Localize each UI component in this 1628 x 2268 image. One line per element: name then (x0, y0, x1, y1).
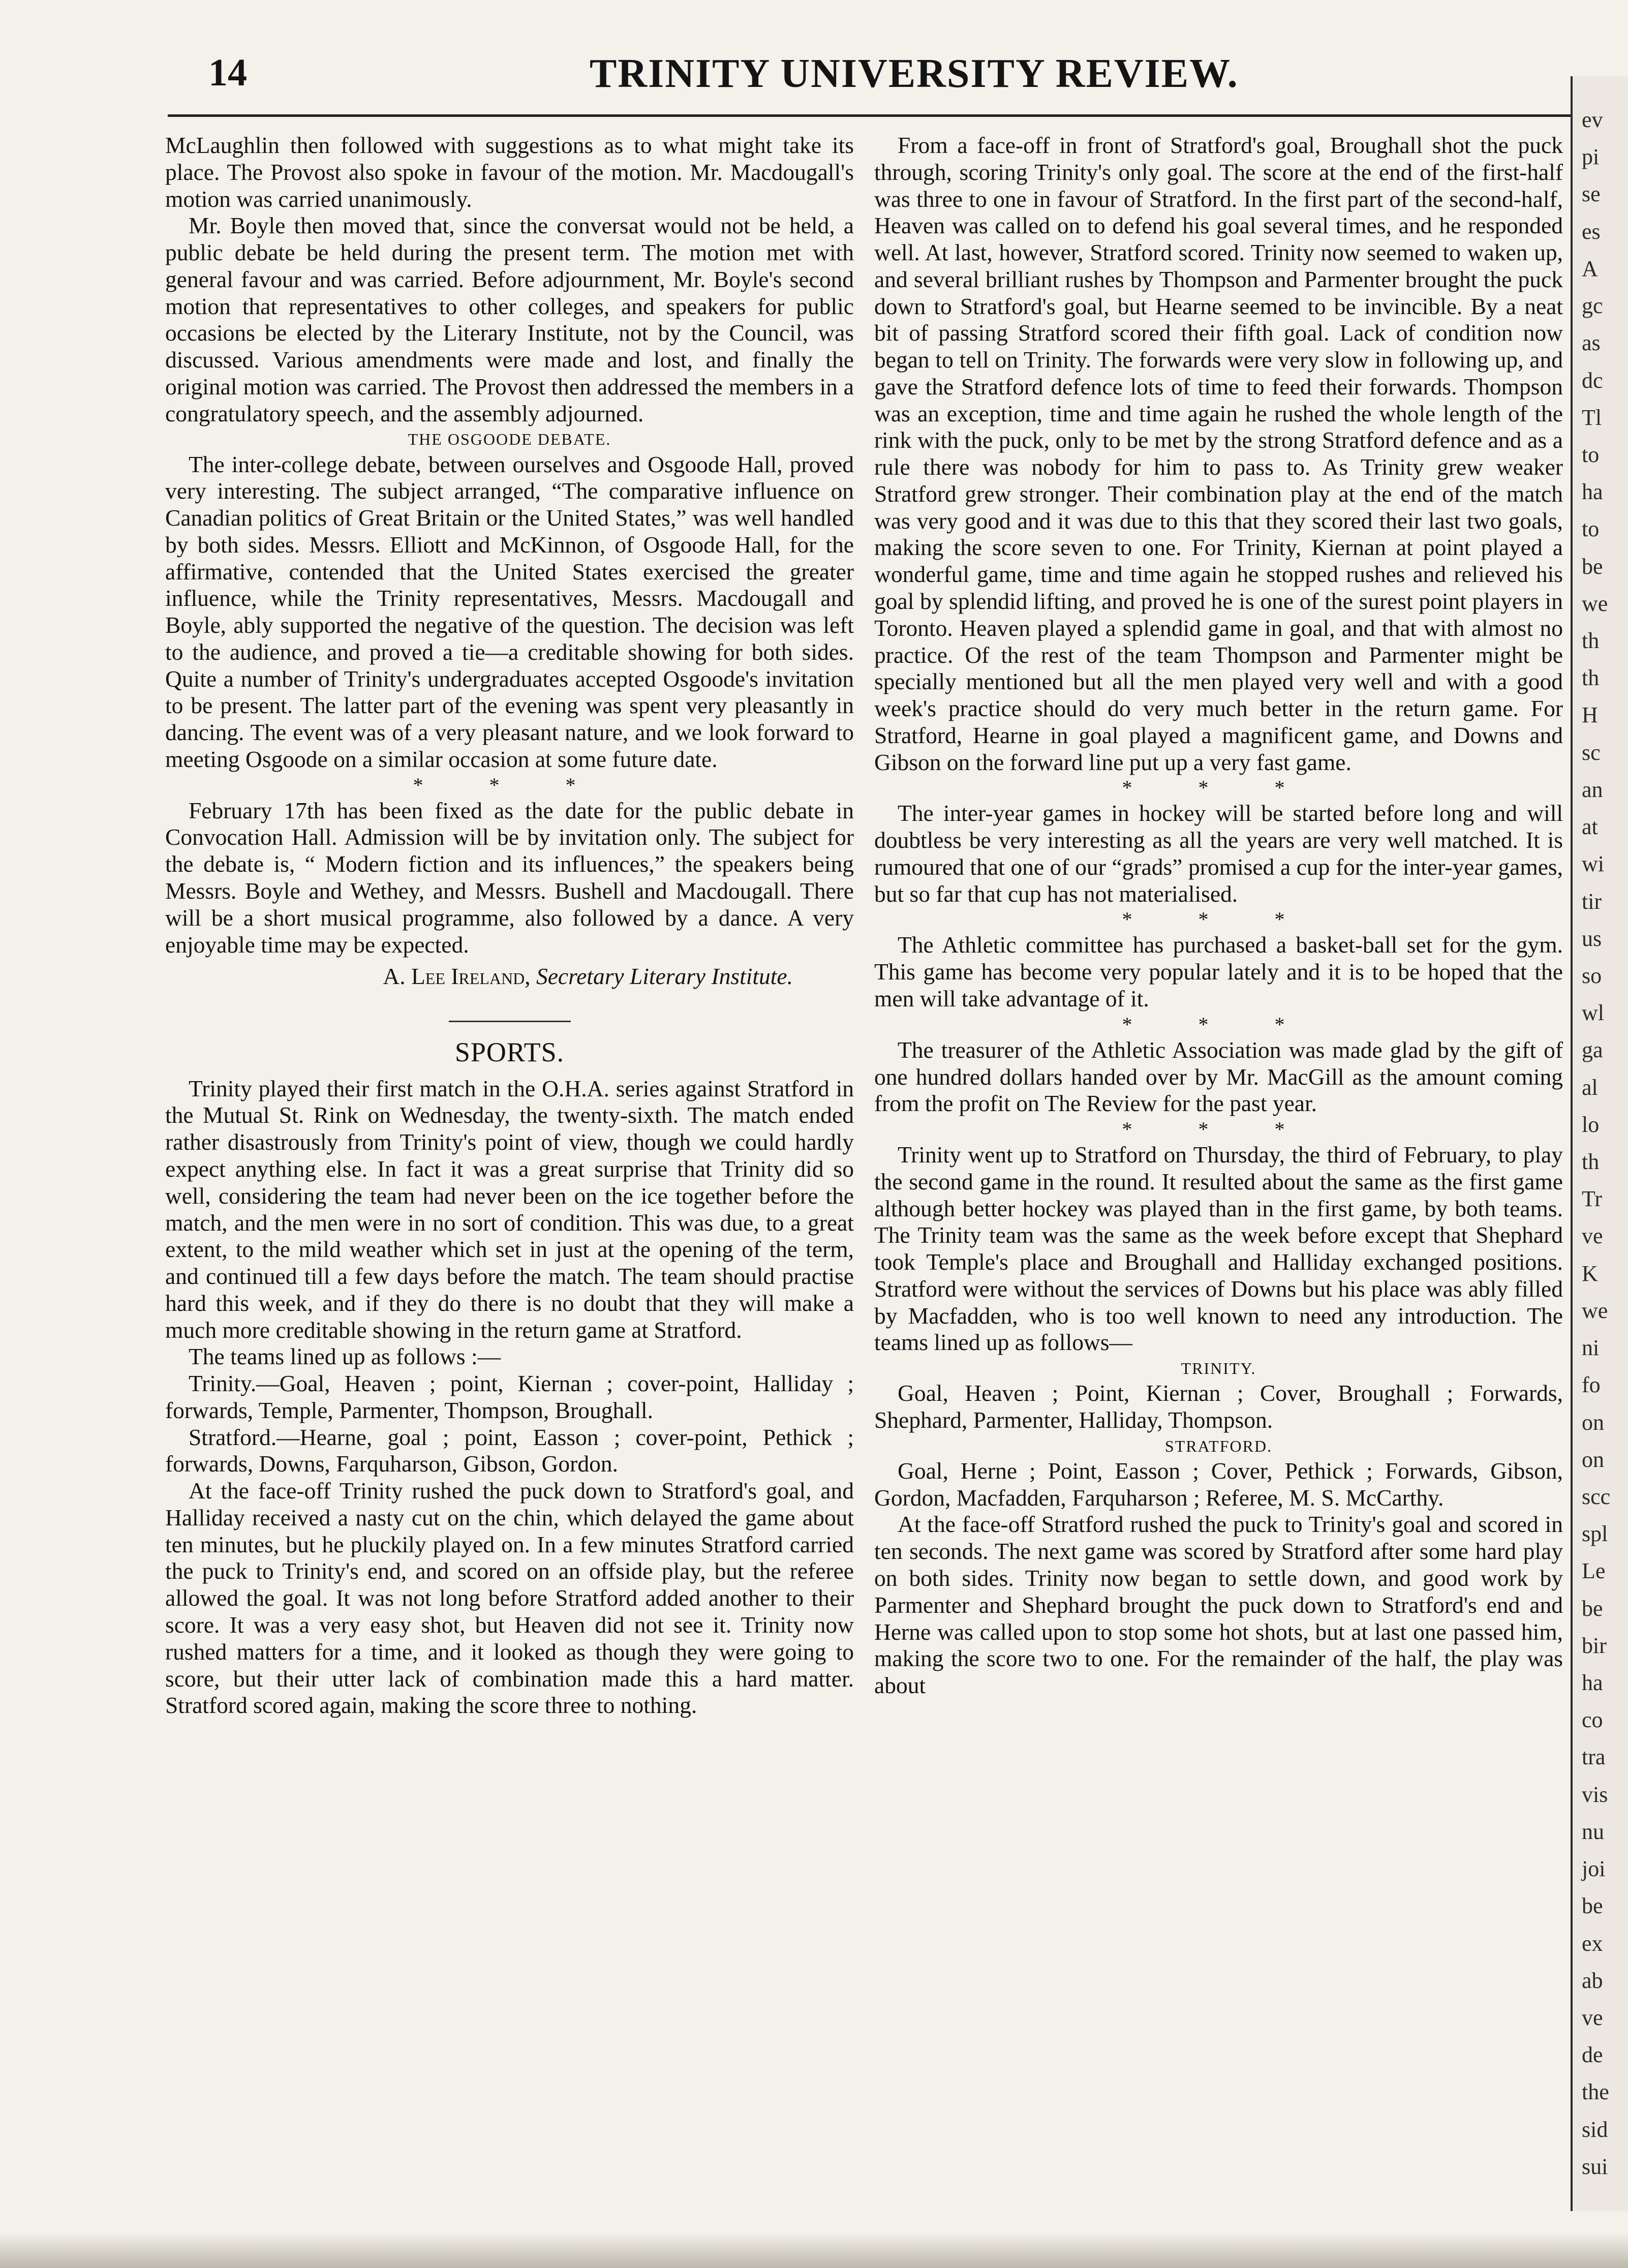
adjacent-page-fragment: tir (1582, 888, 1602, 914)
adjacent-page-fragment: bir (1582, 1633, 1607, 1658)
adjacent-page-fragment: Tr (1582, 1186, 1602, 1212)
adjacent-page-fragment: fo (1582, 1372, 1601, 1398)
paragraph: At the face-off Trinity rushed the puck down to Stratford's goal, and Halliday received a nasty cut on the chin, which delayed the game about ten minutes, but he pluckily played on. In a few minutes Stratford carried the puck to Trinity's end, and scored on an offside play, but the referee allowed the goal. It was not long before Stratford added another to their score. It was a very easy shot, but Heaven did not see it. Trinity now rushed matters for a time, and it looked as though they were going to score, but their utter lack of combination made this a hard matter. Stratford scored again, making the score three to nothing. (165, 1478, 854, 1719)
adjacent-page-fragment: scc (1582, 1484, 1611, 1509)
adjacent-page-fragment: A (1582, 256, 1598, 281)
paragraph: At the face-off Stratford rushed the puck to Trinity's goal and scored in ten seconds. The next game was scored by Stratford after some hard play on both sides. Trinity now began to settle down, and good work by Parmenter and Shephard brought the puck down to Stratford's end and Herne was called upon to stop some hot shots, but at last one passed him, making the score two to one. For the remainder of the half, the play was about (874, 1511, 1563, 1699)
adjacent-page-fragment: pi (1582, 144, 1600, 170)
adjacent-page-fragment: al (1582, 1075, 1598, 1100)
adjacent-page-edge (1571, 76, 1628, 2211)
adjacent-page-fragment: H (1582, 702, 1598, 728)
page-number: 14 (208, 51, 247, 94)
adjacent-page-fragment: se (1582, 181, 1601, 207)
paragraph: Stratford.—Hearne, goal ; point, Easson ; cover-point, Pethick ; forwards, Downs, Farquharson, Gibson, Gordon. (165, 1424, 854, 1477)
signature-name: A. Lee Ireland, (383, 963, 531, 990)
adjacent-page-fragment: ve (1582, 2005, 1603, 2030)
right-column (874, 132, 1563, 1699)
adjacent-page-fragment: be (1582, 1596, 1603, 1621)
adjacent-page-fragment: th (1582, 665, 1600, 691)
bottom-page-edge (0, 2232, 1628, 2268)
adjacent-page-fragment: we (1582, 591, 1608, 616)
adjacent-page-fragment: sui (1582, 2154, 1608, 2179)
adjacent-page-fragment: th (1582, 1149, 1600, 1174)
paragraph: The treasurer of the Athletic Association was made glad by the gift of one hundred dollars handed over by Mr. MacGill as the amount coming from the profit on The Review for the past year. (874, 1036, 1563, 1117)
section-stars: * * * (413, 773, 606, 796)
adjacent-page-fragment: to (1582, 516, 1600, 542)
paragraph: Trinity played their first match in the O.H.A. series against Stratford in the Mutual St. Rink on Wednesday, the twenty-sixth. The match ended rather disastrously from Trinity's point of view, though we could hardly expect anything else. In fact it was a great surprise that Trinity did so well, considering the team had never been on the ice together before the match, and the men were in no sort of condition. This was due, to a great extent, to the mild weather which set in just at the opening of the term, and continued till a few days before the match. The team should practise hard this week, and if they do there is no doubt that they will make a much more creditable showing in the return game at Stratford. (165, 1075, 854, 1343)
adjacent-page-fragment: tra (1582, 1744, 1606, 1770)
adjacent-page-fragment: so (1582, 963, 1602, 988)
adjacent-page-fragment: lo (1582, 1112, 1600, 1137)
adjacent-page-fragment: we (1582, 1298, 1608, 1323)
adjacent-page-fragment: ev (1582, 107, 1603, 132)
adjacent-page-fragment: wi (1582, 851, 1604, 877)
adjacent-page-fragment: ve (1582, 1223, 1603, 1249)
paragraph: Trinity went up to Stratford on Thursday, the third of February, to play the second game in the round. It resulted about the same as the first game although better hockey was played than in the first game, by both teams. The Trinity team was the same as the week before except that Shephard took Temple's place and Broughall and Halliday exchanged positions. Stratford were without the services of Downs but his place was ably filled by Macfadden, who is too well known to need any introduction. The teams lined up as follows— (874, 1142, 1563, 1356)
adjacent-page-fragment: dc (1582, 367, 1603, 393)
adjacent-page-fragment: K (1582, 1261, 1598, 1286)
stratford-lineup-heading: STRATFORD. (1164, 1436, 1273, 1455)
paragraph: McLaughlin then followed with suggestions as to what might take its place. The Provost also spoke in favour of the motion. Mr. Macdougall's motion was carried unanimously. (165, 132, 854, 212)
adjacent-page-fragment: as (1582, 330, 1601, 356)
adjacent-page-fragment: ni (1582, 1335, 1600, 1361)
adjacent-page-fragment: ga (1582, 1037, 1603, 1063)
adjacent-page-fragment: us (1582, 926, 1602, 951)
adjacent-page-fragment: ex (1582, 1930, 1603, 1956)
left-column (165, 132, 854, 1719)
adjacent-page-fragment: at (1582, 814, 1598, 840)
adjacent-page-fragment: th (1582, 628, 1600, 653)
adjacent-page-fragment: de (1582, 2042, 1603, 2068)
section-stars: * * * (1122, 1013, 1315, 1036)
sports-heading: SPORTS. (454, 1037, 565, 1068)
journal-title: TRINITY UNIVERSITY REVIEW. (590, 51, 1239, 96)
adjacent-page-fragment: Tl (1582, 405, 1602, 430)
adjacent-page-fragment: the (1582, 2079, 1609, 2105)
adjacent-page-fragment: ab (1582, 1968, 1603, 1993)
adjacent-page-fragment: ha (1582, 479, 1603, 505)
paragraph: February 17th has been fixed as the date for the public debate in Convocation Hall. Admission will be by invitation only. The subject for the debate is, “ Modern fiction and its influences,” the speakers being Messrs. Boyle and Wethey, and Messrs. Bushell and Macdougall. There will be a short musical programme, also followed by a dance. A very enjoyable time may be expected. (165, 797, 854, 958)
adjacent-page-fragment: nu (1582, 1819, 1604, 1844)
paragraph: The inter-year games in hockey will be started before long and will doubtless be very interesting as all the years are very well matched. It is rumoured that one of our “grads” promised a cup for the inter-year games, but so far that cup has not materialised. (874, 800, 1563, 907)
paragraph: The inter-college debate, between ourselves and Osgoode Hall, proved very interesting. The subject arranged, “The comparative influence on Canadian politics of Great Britain or the United States,” was well handled by both sides. Messrs. Elliott and McKinnon, of Osgoode Hall, for the affirmative, contended that the United States exercised the greater influence, while the Trinity representatives, Messrs. Macdougall and Boyle, ably supported the negative of the question. The decision was left to the audience, and proved a tie—a creditable showing for both sides. Quite a number of Trinity's undergraduates accepted Osgoode's invitation to be present. The latter part of the evening was spent very pleasantly in dancing. The event was of a very pleasant nature, and we look forward to meeting Osgoode on a similar occasion at some future date. (165, 451, 854, 772)
adjacent-page-fragment: an (1582, 777, 1603, 802)
paragraph: Trinity.—Goal, Heaven ; point, Kiernan ; cover-point, Halliday ; forwards, Temple, Parmenter, Thompson, Broughall. (165, 1370, 854, 1423)
paragraph: From a face-off in front of Stratford's goal, Broughall shot the puck through, scoring Trinity's only goal. The score at the end of the first-half was three to one in favour of Stratford. In the first part of the second-half, Heaven was called on to defend his goal several times, and he responded well. At last, however, Stratford scored. Trinity now seemed to waken up, and several brilliant rushes by Thompson and Parmenter brought the puck down to Stratford's goal, but Hearne seemed to be invincible. By a neat bit of passing Stratford scored their fifth goal. Lack of condition now began to tell on Trinity. The forwards were very slow in following up, and gave the Stratford defence lots of time to feed their forwards. Thompson was an exception, time and time again he rushed the whole length of the rink with the puck, only to be met by the strong Stratford defence and as a rule there was nobody for him to pass to. As Trinity grew weaker Stratford grew stronger. Their combination play at the end of the match was very good and it was due to this that they scored their last two goals, making the score seven to one. For Trinity, Kiernan at point played a wonderful game, time and time again he stopped rushes and relieved his goal by splendid lifting, and proved he is one of the surest point players in Toronto. Heaven played a splendid game in goal, and that with almost no practice. Of the rest of the team Thompson and Parmenter might be specially mentioned but all the men played very well and with a good week's practice should do very much better in the return game. For Stratford, Hearne in goal played a magnificent game, and Downs and Gibson on the forward line put up a very fast game. (874, 132, 1563, 775)
header-rule (168, 114, 1571, 117)
adjacent-page-fragment: gc (1582, 293, 1603, 319)
adjacent-page-fragment: sc (1582, 740, 1601, 765)
page-header (168, 46, 1565, 107)
adjacent-page-fragment: to (1582, 442, 1600, 467)
adjacent-page-fragment: joi (1582, 1856, 1606, 1882)
adjacent-page-fragment: be (1582, 554, 1603, 579)
adjacent-page-fragment: wl (1582, 1000, 1604, 1026)
adjacent-page-fragment: sid (1582, 2117, 1608, 2142)
paragraph: Goal, Herne ; Point, Easson ; Cover, Pethick ; Forwards, Gibson, Gordon, Macfadden, Farquharson ; Referee, M. S. McCarthy. (874, 1457, 1563, 1511)
paragraph: Mr. Boyle then moved that, since the conversat would not be held, a public debate be held during the present term. The motion met with general favour and was carried. Before adjournment, Mr. Boyle's second motion that representatives to other colleges, and speakers for public occasions be elected by the Literary Institute, not by the Council, was discussed. Various amendments were made and lost, and finally the original motion was carried. The Provost then addressed the members in a congratulatory speech, and the assembly adjourned. (165, 212, 854, 426)
adjacent-page-fragment: ha (1582, 1670, 1603, 1695)
signature (165, 963, 854, 990)
adjacent-page-fragment: on (1582, 1447, 1604, 1472)
section-divider (449, 1021, 571, 1022)
adjacent-page-fragment: Le (1582, 1558, 1606, 1584)
paragraph: Goal, Heaven ; Point, Kiernan ; Cover, Broughall ; Forwards, Shephard, Parmenter, Halliday, Thompson. (874, 1380, 1563, 1433)
section-stars: * * * (1122, 1118, 1315, 1141)
paragraph: The Athletic committee has purchased a basket-ball set for the gym. This game has become very popular lately and it is to be hoped that the men will take advantage of it. (874, 932, 1563, 1012)
osgoode-debate-heading: THE OSGOODE DEBATE. (408, 430, 611, 449)
adjacent-page-fragment: es (1582, 219, 1601, 244)
adjacent-page-fragment: on (1582, 1409, 1604, 1435)
adjacent-page-fragment: spl (1582, 1521, 1608, 1547)
signature-role: Secretary Literary Institute. (536, 963, 793, 990)
adjacent-page-fragment: co (1582, 1707, 1603, 1733)
trinity-lineup-heading: TRINITY. (1181, 1359, 1256, 1378)
adjacent-page-fragment: vis (1582, 1782, 1608, 1807)
section-stars: * * * (1122, 908, 1315, 931)
paragraph: The teams lined up as follows :— (189, 1343, 501, 1370)
section-stars: * * * (1122, 776, 1315, 800)
adjacent-page-fragment: be (1582, 1893, 1603, 1919)
